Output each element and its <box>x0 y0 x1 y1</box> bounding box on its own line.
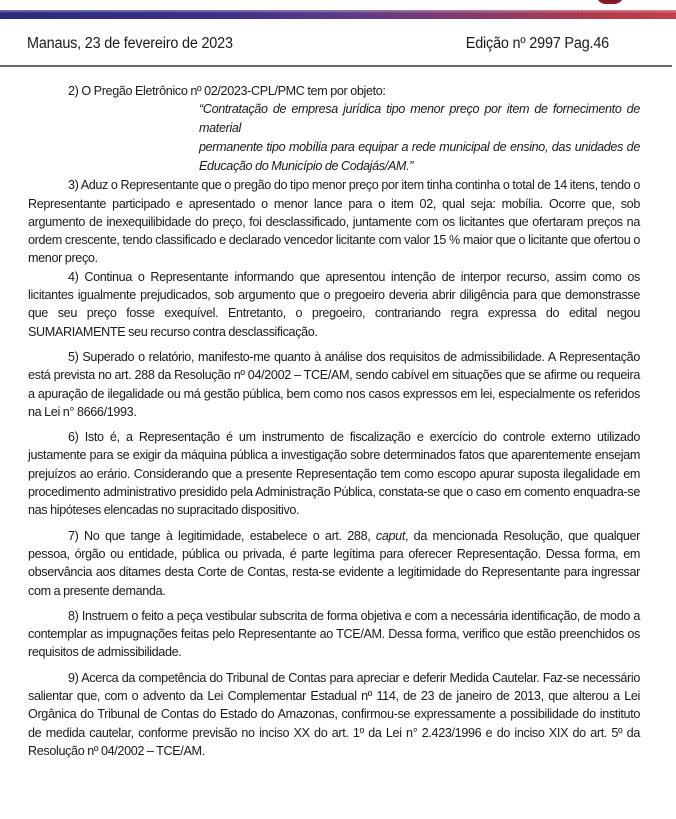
paragraph-text: 3) Aduz o Representante que o pregão do tipo menor preço por item tinha continha o total de 14 itens, tendo o Representante participado e apresentado o menor lance para o item 02, qual seja: mobília. Ocorre que, sob argumento de inexequilibidade do preço, foi desclassificado, juntamente com os licitantes que ofertaram preços na ordem crescente, tendo classificado e declarado vencedor licitante com valor 15 % maior que o licitante que ofertou o menor preço. <box>28 178 640 266</box>
edition-page-number: Edição nº 2997 Pag.46 <box>465 35 609 52</box>
paragraph-text: 4) Continua o Representante informando que apresentou intenção de interpor recurso, assim como os licitantes igualmente prejudicados, sob argumento que o pregoeiro deveria abrir diligência para que demonstrasse que seu preço fosse exequível. Entretanto, o pregoeiro, contrariando regra expressa do edital negou SUMARIAMENTE seu recurso contra desclassificação. <box>28 269 640 339</box>
quoted-object-block <box>199 100 640 176</box>
paragraph-7 <box>28 527 640 600</box>
paragraph-8 <box>28 607 640 662</box>
paragraph-spacer <box>28 600 640 607</box>
paragraph-2-intro <box>28 82 640 100</box>
quote-line-2: permanente tipo mobília para equipar a rede municipal de ensino, das unidades de Educação do Município de Codajás/AM.” <box>199 140 640 174</box>
latin-term-caput: caput <box>375 528 405 543</box>
publication-date: Manaus, 23 de fevereiro de 2023 <box>27 35 233 52</box>
paragraph-text: 9) Acerca da competência do Tribunal de Contas para apreciar e deferir Medida Cautelar. Faz-se necessário salientar que, com o advento da Lei Complementar Estadual nº 114, de 23 de janeiro de 2013, que alterou a Lei Orgânica do Tribunal de Contas do Estado do Amazonas, confirmou-se expressamente a possibilidade do instituto de medida cautelar, conforme previsão no inciso XX do art. 1º da Lei n° 2.423/1996 e do inciso XIX do art. 5º da Resolução nº 04/2002 – TCE/AM. <box>28 670 640 758</box>
paragraph-text: 6) Isto é, a Representação é um instrumento de fiscalização e exercício do controle externo utilizado justamente para se exigir da máquina pública a investigação sobre determinados fatos que aparentemente ensejam prejuízos ao erário. Considerando que a presente Representação tem como escopo apurar suposta ilegalidade em procedimento administrativo presidido pela Administração Pública, constata-se que o caso em comento enquadra-se nas hipóteses elencadas no supracitado dispositivo. <box>28 430 640 518</box>
page-header <box>0 32 676 58</box>
masthead-logo-fragment <box>596 0 624 4</box>
paragraph-spacer <box>28 662 640 669</box>
document-body <box>28 82 640 760</box>
paragraph-4 <box>28 268 640 341</box>
chevron-pattern-icon <box>0 10 676 19</box>
paragraph-text: 8) Instruem o feito a peça vestibular subscrita de forma objetiva e com a necessária identificação, de modo a contemplar as impugnações feitas pelo Representante ao TCE/AM. Dessa forma, verifico que estão preenchidos os requisitos de admissibilidade. <box>28 608 640 660</box>
paragraph-text: 5) Superado o relatório, manifesto-me quanto à análise dos requisitos de admissibilidade. A Representação está prevista no art. 288 da Resolução nº 04/2002 – TCE/AM, sendo cabível em situações que se afirme ou requeira a apuração de ilegalidade ou má gestão pública, bem como nos casos expressos em lei, especialmente os referidos na Lei n° 8666/1993. <box>28 349 640 419</box>
paragraph-text: 2) O Pregão Eletrônico nº 02/2023-CPL/PMC tem por objeto: <box>68 84 386 98</box>
paragraph-5 <box>28 348 640 421</box>
header-divider <box>0 65 672 67</box>
paragraph-3 <box>28 176 640 267</box>
paragraph-9 <box>28 669 640 760</box>
quote-line-1: “Contratação de empresa jurídica tipo menor preço por item de fornecimento de material <box>199 102 640 136</box>
paragraph-spacer <box>28 341 640 348</box>
paragraph-6 <box>28 428 640 519</box>
paragraph-text-before: 7) No que tange à legitimidade, estabelece o art. 288, <box>68 528 376 543</box>
decorative-header-stripe <box>0 10 676 19</box>
paragraph-text-after: , da mencionada Resolução, que qualquer pessoa, órgão ou entidade, pública ou privada, é parte legítima para oferecer Representação. Dessa forma, em observância aos ditames desta Corte de Contas, resta-se evidente a legitimidade do Representante para ingressar com a presente demanda. <box>28 528 640 598</box>
paragraph-spacer <box>28 520 640 527</box>
paragraph-spacer <box>28 421 640 428</box>
